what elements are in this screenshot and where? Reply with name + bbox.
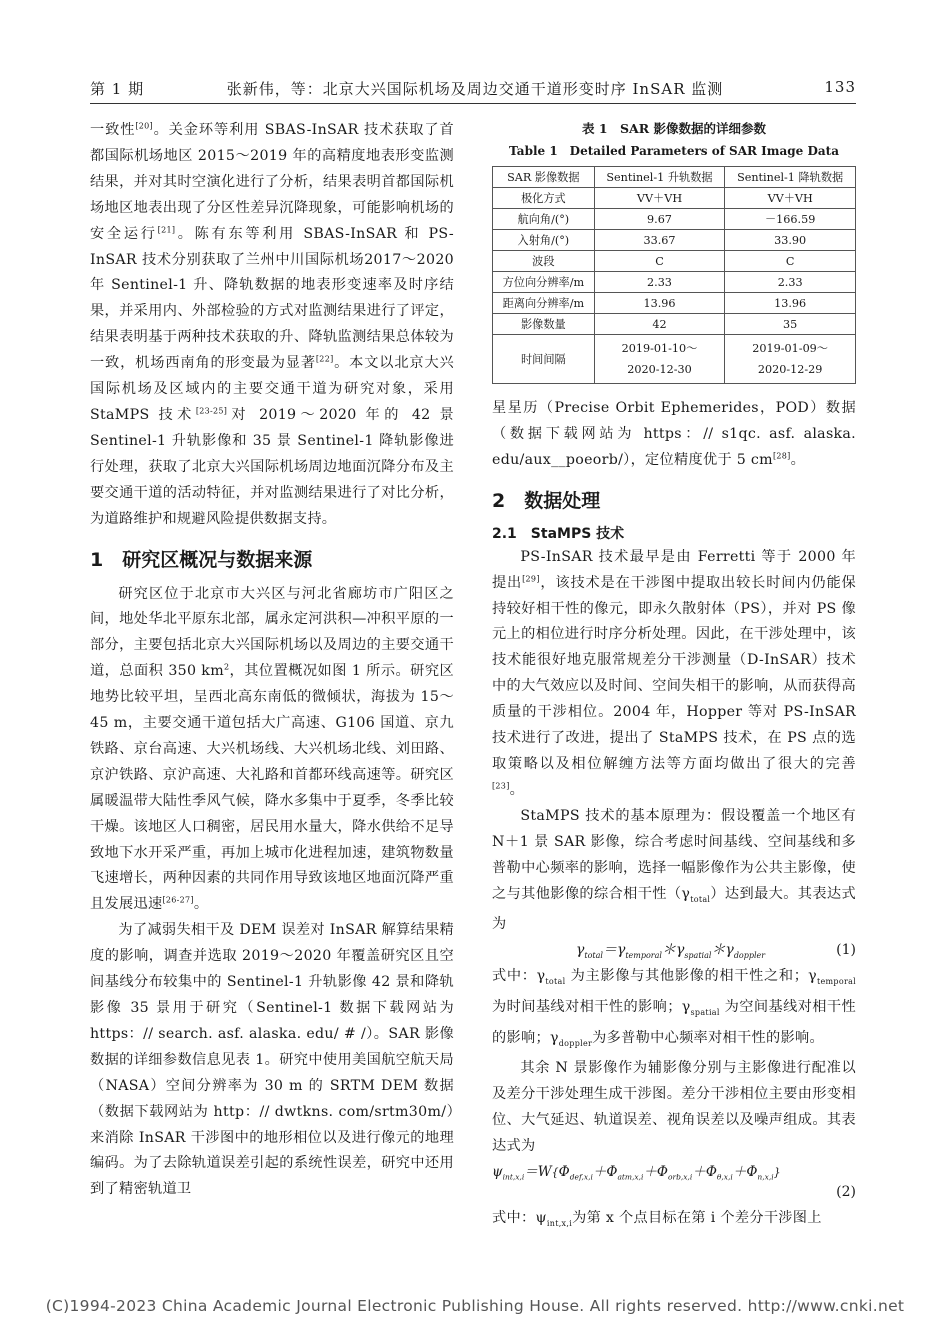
- right-paragraph-5: 其余 N 景影像作为辅影像分别与主影像进行配准以及差分干涉处理生成干涉图。差分干涉相位主要由形变相位、大气延迟、轨道误差、视角误差以及噪声组成。其表达式为: [492, 1060, 856, 1155]
- right-paragraph-1: 星星历（Precise Orbit Ephemerides，POD）数据（数据下载网站为 https：// s1qc. asf. alaska. edu/aux__poeorb/），定位精度优于 5 cm[28]。: [492, 400, 856, 468]
- citation[interactable]: [21]: [157, 224, 176, 234]
- right-paragraph-3: StaMPS 技术的基本原理为：假设覆盖一个地区有 N＋1 景 SAR 影像，综合考虑时间基线、空间基线和多普勒中心频率的影响，选择一幅影像作为公共主影像，使之与其他影像的综合相干性$(\gamma_{total})$达到最大。其表达式为: [492, 807, 856, 933]
- table-1: [492, 166, 856, 384]
- right-column: [492, 118, 856, 1237]
- table-header-cell: SAR 影像数据: [493, 167, 595, 188]
- table-row: 影像数量 42 35: [493, 314, 856, 335]
- left-paragraph-2: 研究区位于北京市大兴区与河北省廊坊市广阳区之间，地处华北平原东北部，属永定河洪积—冲积平原的一部分，主要包括北京大兴国际机场以及周边的主要交通干道，总面积 350 $km^2$，其位置概况如图 1 所示。研究区地势比较平坦，呈西北高东南低的微倾状，海拔为 15～45 m，主要交通干道包括大广高速、G106 国道、京九铁路、京台高速、大兴机场线、大兴机场北线、刘田路、京沪铁路、京沪高速、大礼路和首都环线高速等。研究区属暖温带大陆性季风气候，降水多集中于夏季，冬季比较干燥。该地区人口稠密，居民用水量大，降水供给不足导致地下水开采严重，再加上城市化进程加速，建筑物数量飞速增长，两种因素的共同作用导致该地区地面沉降严重且发展迅速[26-27]。: [90, 585, 454, 913]
- right-paragraph-2: PS-InSAR 技术最早是由 Ferretti 等于 2000 年提出[29]，该技术是在干涉图中提取出较长时间内仍能保持较好相干性的像元，即永久散射体（PS），并对 PS 像元上的相位进行时序分析处理。因此，在干涉处理中，该技术能很好地克服常规差分干涉测量（D-InSAR）技术中的大气效应以及时间、空间失相干的影响，从而获得高质量的干涉相位。2004 年，Hopper 等对 PS-InSAR 技术进行了改进，提出了 StaMPS 技术，在 PS 点的选取策略以及相位解缠方法等方面均做出了很大的完善[23]。: [492, 548, 856, 798]
- section-2-heading: 2 数据处理: [492, 489, 601, 512]
- citation[interactable]: [29]: [522, 573, 540, 583]
- equation-number: (1): [836, 942, 856, 959]
- citation[interactable]: [23]: [492, 781, 510, 791]
- citation[interactable]: [23-25]: [195, 406, 228, 416]
- citation[interactable]: [22]: [315, 354, 334, 364]
- section-1-heading: 1 研究区概况与数据来源: [90, 548, 313, 571]
- running-title: 张新伟，等：北京大兴国际机场及周边交通干道形变时序 InSAR 监测: [226, 80, 724, 98]
- table-1-caption-cn: 表 1 SAR 影像数据的详细参数: [581, 121, 766, 136]
- left-paragraph-1: 一致性[20]。关金环等利用 SBAS-InSAR 技术获取了首都国际机场地区 2015～2019 年的高精度地表形变监测结果，并对其时空演化进行了分析，结果表明首都国际机场地区地表出现了分区性差异沉降现象，可能影响机场的安全运行[21]。陈有东等利用 SBAS-InSAR 和 PS-InSAR 技术分别获取了兰州中川国际机场2017～2020 年 Sentinel-1 升、降轨数据的地表形变速率及时序结果，并采用内、外部检验的方式对监测结果进行了评定，结果表明基于两种技术获取的升、降轨监测结果总体较为一致，机场西南角的形变最为显著[22]。本文以北京大兴国际机场及区域内的主要交通干道为研究对象，采用 StaMPS 技术[23-25]对 2019～2020 年的 42 景 Sentinel-1 升轨影像和 35 景 Sentinel-1 降轨影像进行处理，获取了北京大兴国际机场周边地面沉降分布及主要交通干道的活动特征，并对监测结果进行了对比分析，为道路维护和规避风险提供数据支持。: [90, 121, 455, 527]
- table-row: 航向角/(°) 9.67 －166.59: [493, 209, 856, 230]
- equation-2: $\psi_{int,x,i}=W\{\Phi_{def,x,i}+\Phi_{atm,x,i}+\Phi_{orb,x,i}+\Phi_{\theta,x,i}+\Phi_{n,x,i}\}$ (2): [492, 1160, 856, 1206]
- left-paragraph-3: 为了减弱失相干及 DEM 误差对 InSAR 解算结果精度的影响，调查并选取 2019～2020 年覆盖研究区且空间基线分布较集中的 Sentinel-1 升轨影像 42 景和降轨影像 35 景用于研究（Sentinel-1 数据下载网站为 https：// search. asf. alaska. edu/ # /）。SAR 影像数据的详细参数信息见表 1。研究中使用美国航空航天局（NASA）空间分辨率为 30 m 的 SRTM DEM 数据（数据下载网站为 http：// dwtkns. com/srtm30m/）来消除 InSAR 干涉图中的地形相位以及进行像元的地理编码。为了去除轨道误差引起的系统性误差，研究中还用到了精密轨道卫: [90, 922, 454, 1198]
- table-header-cell: Sentinel-1 降轨数据: [725, 167, 856, 188]
- table-row: 波段 C C: [493, 251, 856, 272]
- issue-number: 第 1 期: [90, 80, 145, 98]
- copyright-footer: (C)1994-2023 China Academic Journal Electronic Publishing House. All rights reserved. http://www.cnki.net: [45, 1297, 905, 1315]
- table-row: 方位向分辨率/m 2.33 2.33: [493, 272, 856, 293]
- page-number: 133: [824, 78, 856, 96]
- citation[interactable]: [26-27]: [162, 895, 194, 905]
- header-rule: [90, 103, 856, 104]
- table-header-row: [493, 167, 856, 188]
- citation[interactable]: [28]: [772, 451, 791, 461]
- right-paragraph-6: 式中：$\psi_{int,x,i}$为第 x 个点目标在第 i 个差分干涉图上: [492, 1209, 822, 1228]
- table-1-caption-en: Table 1 Detailed Parameters of SAR Image Data: [509, 144, 839, 158]
- table-header-cell: Sentinel-1 升轨数据: [594, 167, 725, 188]
- table-row: 入射角/(°) 33.67 33.90: [493, 230, 856, 251]
- equation-number: (2): [836, 1183, 856, 1200]
- subsection-2-1-heading: 2.1 StaMPS 技术: [492, 525, 625, 542]
- left-column: [90, 118, 454, 1203]
- right-paragraph-4: 式中：$\gamma_{total}$ 为主影像与其他影像的相干性之和；$\gamma_{temporal}$为时间基线对相干性的影响；$\gamma_{spatial}$ 为空间基线对相干性的影响；$\gamma_{doppler}$为多普勒中心频率对相干性的影响。: [492, 968, 856, 1048]
- table-row: 时间间隔 2019-01-10～ 2020-12-30 2019-01-09～ 2020-12-29: [493, 335, 856, 384]
- citation[interactable]: [20]: [135, 121, 153, 131]
- table-row: 极化方式 VV＋VH VV＋VH: [493, 188, 856, 209]
- table-row: 距离向分辨率/m 13.96 13.96: [493, 293, 856, 314]
- equation-1: $\gamma_{total}=\gamma_{temporal}*\gamma_{spatial}*\gamma_{doppler}$ (1): [492, 938, 856, 964]
